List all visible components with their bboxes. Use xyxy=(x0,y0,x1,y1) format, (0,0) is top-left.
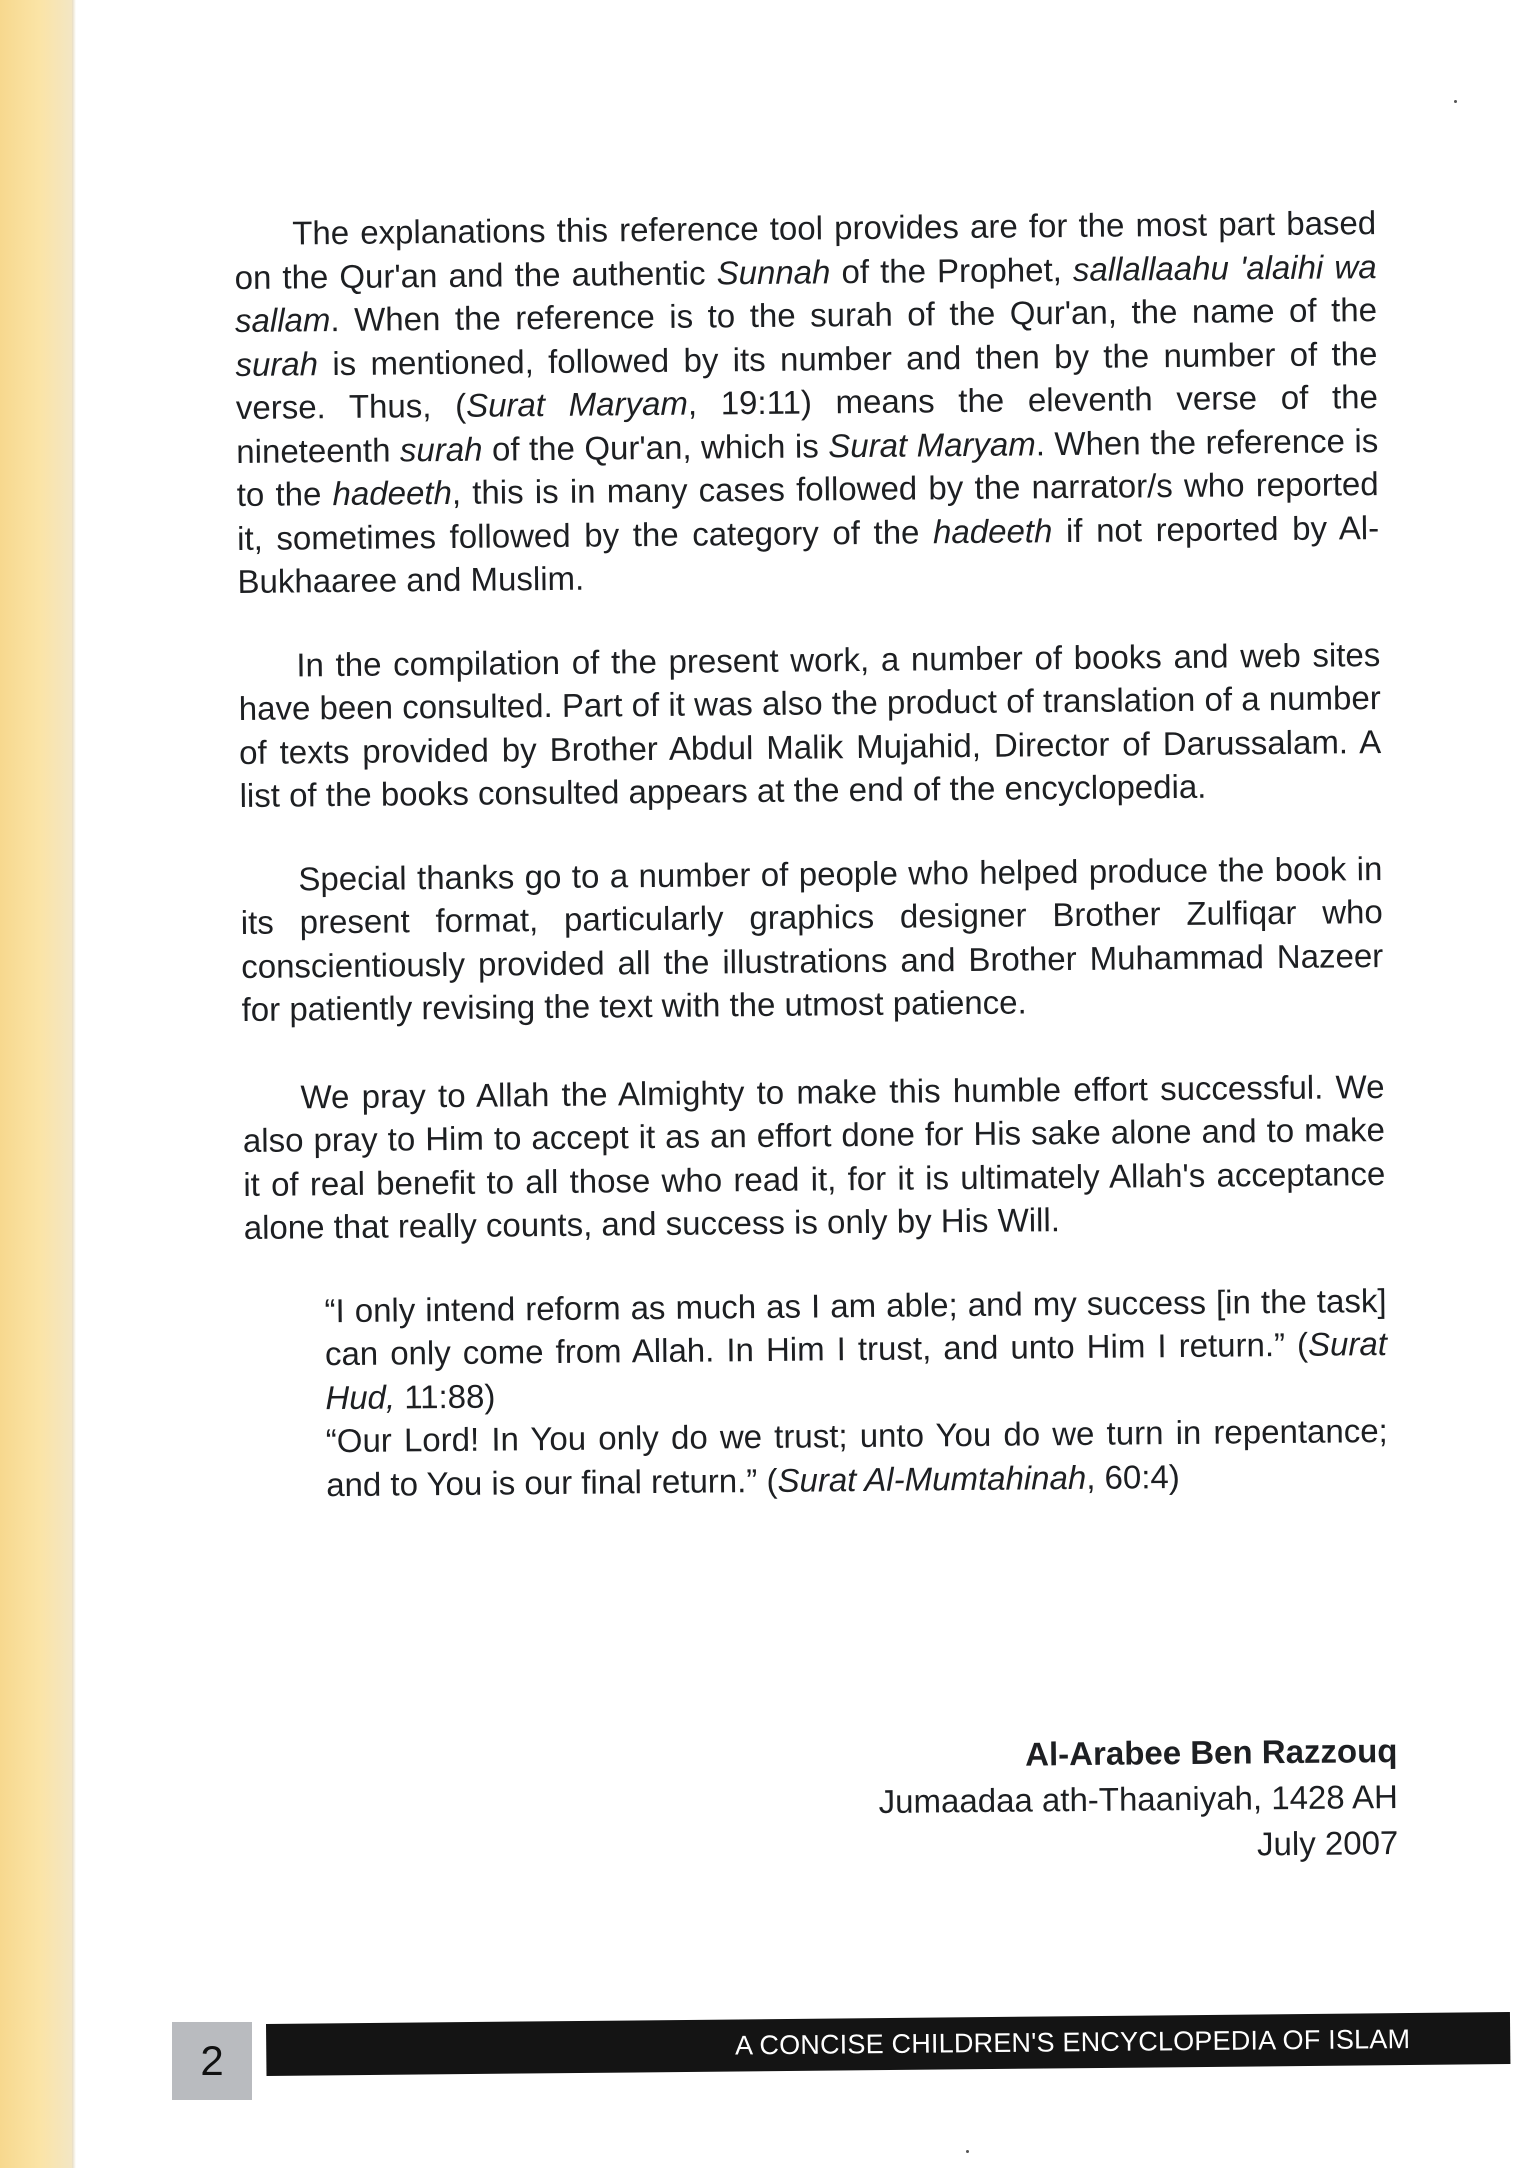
page-number: 2 xyxy=(172,2022,252,2100)
italic-term: Surat Al-Mumtahinah xyxy=(777,1458,1087,1499)
paper-speck xyxy=(1454,100,1457,103)
author-name: Al-Arabee Ben Razzouq xyxy=(1024,1731,1398,1773)
quran-quote: “Our Lord! In You only do we trust; unto You do we turn in repentance; and to You is our final return.” (Surat Al-Mumtahinah, 60:4) xyxy=(325,1411,1388,1503)
page-spine-shadow xyxy=(0,0,72,2168)
paragraph: We pray to Allah the Almighty to make this humble effort successful. We also pray to Him to accept it as an effort done for His sake alone and to make it of real benefit to all those who read it, for it is ultimately Allah's acceptance alone that really counts, and success is only by His Will. xyxy=(242,1067,1386,1246)
paper-speck xyxy=(966,2150,969,2153)
italic-term: hadeeth xyxy=(932,511,1053,550)
footer-bar xyxy=(266,2012,1510,2076)
paragraph: In the compilation of the present work, a number of books and web sites have been consulted. Part of it was also the product of translation of a number of texts provided by Brother Abdul Malik Mujahid, Director of Darussalam. A list of the books consulted appears at the end of the encyclopedia. xyxy=(238,635,1382,814)
paragraph: Special thanks go to a number of people who helped produce the book in its present format, particularly graphics designer Brother Zulfiqar who conscientiously provided all the illustrations and Brother Muhammad Nazeer for patiently revising the text with the utmost patience. xyxy=(240,849,1384,1028)
signature-block xyxy=(878,1728,1398,1871)
italic-term: Surat Maryam xyxy=(465,384,689,424)
main-text xyxy=(234,201,1388,1507)
italic-term: Surat Hud, xyxy=(325,1324,1388,1416)
gregorian-date: July 2007 xyxy=(1256,1823,1399,1863)
italic-term: Sunnah xyxy=(716,252,831,291)
paragraph: The explanations this reference tool provides are for the most part based on the Qur'an and the authentic Sunnah of the Prophet, sallallaahu 'alaihi wa sallam. When the reference is to the surah of the Qur'an, the name of the surah is mentioned, followed by its number and then by the number of the verse. Thus, (Surat Maryam, 19:11) means the eleventh verse of the nineteenth surah of the Qur'an, which is Surat Maryam. When the reference is to the hadeeth, this is in many cases followed by the narrator/s who reported it, sometimes followed by the category of the hadeeth if not reported by Al-Bukhaaree and Muslim. xyxy=(234,204,1380,600)
italic-term: surah xyxy=(235,344,319,383)
hijri-date: Jumaadaa ath-Thaaniyah, 1428 AH xyxy=(878,1777,1398,1820)
italic-term: sallallaahu 'alaihi wa sallam xyxy=(234,247,1377,339)
italic-term: Surat Maryam xyxy=(828,424,1036,464)
italic-term: surah xyxy=(399,430,483,468)
quran-quote: “I only intend reform as much as I am able; and my success [in the task] can only come from Allah. In Him I trust, and unto Him I return.” (Surat Hud, 11:88) xyxy=(324,1281,1388,1416)
page-gutter xyxy=(72,0,76,2168)
italic-term: hadeeth xyxy=(332,473,453,513)
book-title: A CONCISE CHILDREN'S ENCYCLOPEDIA OF ISLAM xyxy=(734,2024,1411,2061)
